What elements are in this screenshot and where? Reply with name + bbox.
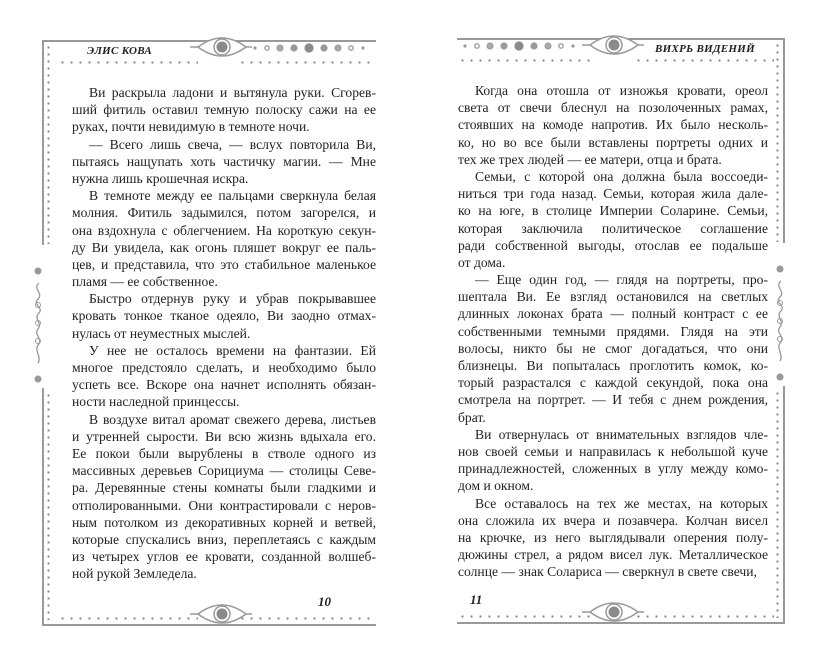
text-line: и утренней сырости. Ви всю жизнь вдыхала его. (72, 428, 376, 444)
text-line: солнце — знак Солариса — сверкнул в свете свечи, (458, 564, 757, 580)
text-line: тех же трех людей — ее матери, отца и брата. (458, 151, 722, 167)
scroll-ornament-icon (774, 265, 788, 385)
text-line: дюжины стрел, а рядом висел лук. Металлическое (458, 547, 768, 563)
text-line: принадлежностей, сложенных в углу между комо- (458, 461, 768, 477)
text-line: шептала Ви. Ее взгляд остановился на светлых (458, 289, 768, 305)
text-line: Ви раскрыла ладони и вытянула руки. Сгорев- (89, 85, 376, 100)
dotted-border (58, 617, 198, 620)
text-line: близнецы. Ви попыталась проглотить комок, ко- (458, 358, 768, 373)
dotted-border (458, 59, 594, 62)
text-line: ра. Деревянные стены комнаты были гладкими и (72, 480, 376, 496)
text-line: дом и окном. (458, 478, 534, 494)
dotted-border (634, 59, 774, 62)
text-line: Когда она отошла от изножья кровати, ореол (475, 83, 768, 98)
dotted-border (58, 61, 198, 64)
text-line: В воздухе витал аромат свежего дерева, листьев (89, 411, 376, 427)
text-line: массивных деревьев Сорициума — столицы Севе- (72, 463, 376, 479)
text-line: ко на юге, в столице Империи Соларине. Семьи, (458, 203, 768, 219)
text-line: которая заключила политическое соглашение (458, 220, 768, 236)
text-line: ко, но во все были вставлены портреты одних и (458, 134, 768, 150)
text-line: Ее покои были вырублены в стволе одного из (72, 445, 376, 461)
text-line: — Всего лишь свеча, — вслух повторила Ви, (89, 136, 376, 152)
text-line: У нее не осталось времени на фантазии. Ей (89, 342, 376, 358)
text-line: нужна лишь крошечная искра. (72, 170, 249, 186)
text-line: Семьи, с которой она должна была воссоеди- (475, 168, 768, 184)
dotted-border (47, 392, 50, 620)
running-head-title: ВИХРЬ ВИДЕНИЙ (655, 43, 755, 55)
dotted-border (238, 61, 376, 64)
text-line: ниться три года назад. Семьи, которая жила дале- (458, 186, 768, 202)
page-number: 10 (318, 594, 331, 609)
running-head-author: ЭЛИС КОВА (87, 45, 153, 57)
text-line: Быстро отдернув руку и убрав покрывавшее (89, 291, 376, 307)
text-line: В темноте между ее пальцами сверкнула белая (89, 188, 376, 204)
text-line: брат. (458, 409, 486, 425)
text-line: ду Ви увидела, как огонь пляшет вокруг ее паль- (72, 239, 376, 255)
eye-ornament-icon (190, 33, 252, 63)
text-line: пламя — ее собственное. (72, 274, 218, 290)
text-line: руках, почти невидимую в темноте ночи. (72, 119, 310, 135)
text-line: кровать тонкое тканое одеяло, Ви заодно отмах- (72, 308, 376, 324)
text-line: цев, и представила, что это стабильное маленькое (72, 256, 376, 272)
bead-ornament-icon (252, 42, 368, 54)
text-line: молния. Фитиль задымился, потом загорелся, и (72, 205, 376, 221)
text-line: длинных локонах брата — полный контраст с ее (458, 306, 768, 322)
right-page-text (458, 82, 768, 580)
text-line: собственными темными прядями. Глядя на эти (458, 323, 768, 339)
text-line: на крючке, из него выглядывали оперения полу- (458, 529, 768, 545)
text-line: ший фитиль оставил темную полоску сажи на ее (72, 102, 376, 118)
eye-ornament-icon (582, 598, 644, 628)
text-line: ной рукой Земледела. (72, 566, 197, 582)
frame-right-line (783, 38, 785, 243)
text-line: ности наследной принцессы. (72, 394, 240, 410)
text-line: нов своей семьи и направилась к небольшой куче (458, 443, 768, 459)
text-line: ным потолком из декоративных корней и ветвей, (72, 514, 376, 530)
dotted-border (458, 615, 594, 618)
eye-ornament-icon (582, 31, 644, 61)
text-line: ради собственной выгоды, отослав ее подальше (458, 237, 768, 253)
right-page (410, 0, 820, 661)
text-line: пытаясь нащупать хоть частичку магии. — Мне (72, 153, 376, 169)
text-line: света от свечи блеснул на позолоченных рамах, (458, 100, 768, 116)
text-line: из четырех углов ее кровати, созданной волшеб- (72, 549, 376, 565)
scroll-ornament-icon (32, 267, 46, 387)
dotted-border (47, 44, 50, 244)
text-line: многое предстояло сделать, и необходимо было (72, 360, 376, 375)
dotted-border (776, 390, 779, 618)
dotted-border (238, 617, 376, 620)
text-line: она вздохнула с облегчением. На короткую секун- (72, 222, 376, 238)
text-line: торый разрастался с каждой секундой, пока она (458, 375, 768, 391)
frame-left-line (42, 388, 44, 626)
bead-ornament-icon (462, 40, 578, 52)
text-line: — Еще один год, — глядя на портреты, про- (475, 272, 768, 288)
text-line: отполированными. Они контрастировали с неров- (72, 497, 376, 513)
text-line: которые спускались вниз, переплетаясь с каждым (72, 531, 376, 547)
page-number: 11 (470, 592, 483, 607)
left-page-text (72, 84, 376, 582)
eye-ornament-icon (190, 600, 252, 630)
text-line: Ви отвернулась от внимательных взглядов чле- (475, 426, 768, 442)
text-line: успеть все. Вскоре она начнет исполнять обязан- (72, 377, 376, 393)
frame-right-line (783, 386, 785, 624)
frame-left-line (42, 40, 44, 245)
text-line: от дома. (458, 254, 506, 270)
text-line: нулась от неуместных мыслей. (72, 325, 251, 341)
text-line: она сложила их вчера и позавчера. Колчан висел (458, 512, 768, 528)
text-line: Все оставалось на тех же местах, на которых (475, 495, 768, 511)
text-line: волосы, никто бы не смог догадаться, что они (458, 340, 768, 356)
dotted-border (776, 42, 779, 242)
text-line: смотрела на портрет. — И тебя с днем рождения, (458, 392, 768, 408)
dotted-border (634, 615, 774, 618)
text-line: стоявших на комоде напротив. Их было несколь- (458, 117, 768, 133)
